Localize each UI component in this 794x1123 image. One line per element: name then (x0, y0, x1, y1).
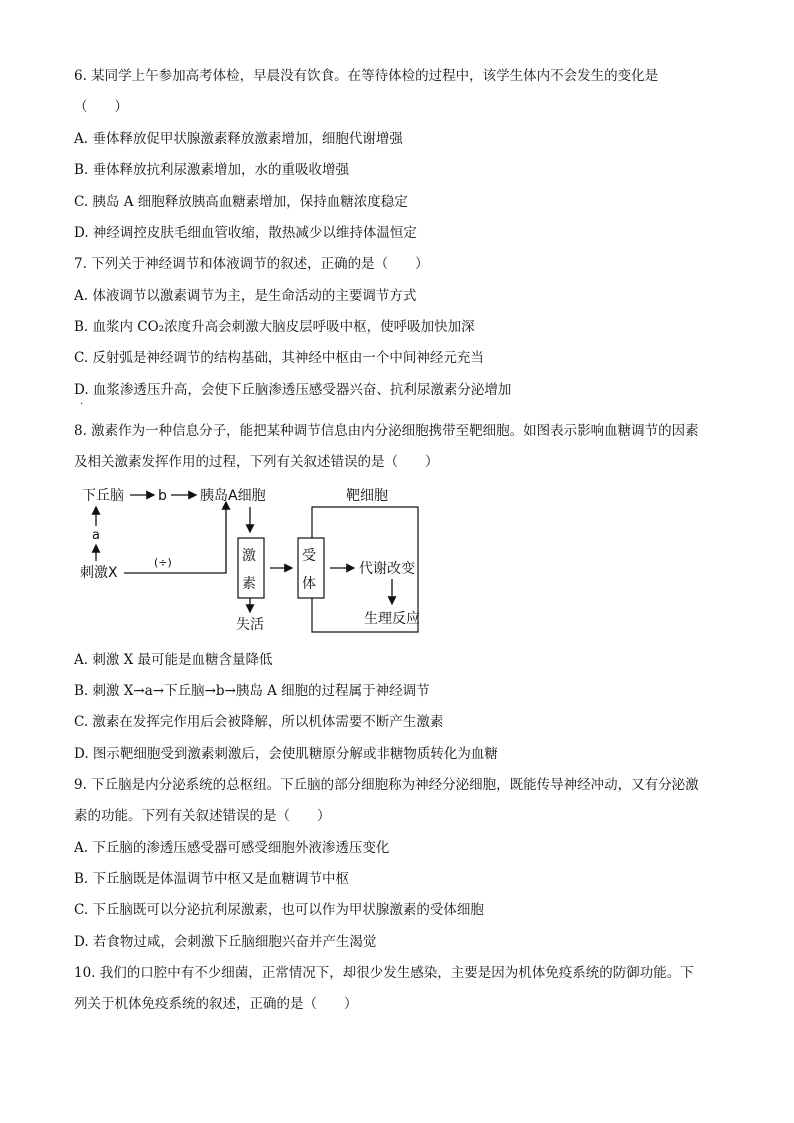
physiological-response-label: 生理反应 (364, 611, 420, 627)
q9-option-a: A. 下丘脑的渗透压感受器可感受细胞外液渗透压变化 (74, 840, 390, 856)
metabolism-change-label: 代谢改变 (359, 561, 415, 577)
q8-option-d: D. 图示靶细胞受到激素刺激后，会使肌糖原分解或非糖物质转化为血糖 (74, 746, 498, 762)
q7-option-c: C. 反射弧是神经调节的结构基础，其神经中枢由一个中间神经元充当 (74, 350, 484, 366)
path-stimulus-to-islet (124, 502, 226, 573)
hormone-regulation-diagram (74, 480, 434, 640)
q6-paren: （ ） (74, 99, 128, 115)
q6-option-d: D. 神经调控皮肤毛细血管收缩，散热减少以维持体温恒定 (74, 225, 417, 241)
q6-option-a: A. 垂体释放促甲状腺激素释放激素增加，细胞代谢增强 (74, 131, 403, 147)
a-label: a (92, 528, 100, 543)
stray-mark: . (80, 396, 84, 407)
q6-option-b: B. 垂体释放抗利尿激素增加，水的重吸收增强 (74, 162, 350, 178)
hypothalamus-label: 下丘脑 (82, 488, 124, 504)
q7-option-d: D. 血浆渗透压升高，会使下丘脑渗透压感受器兴奋、抗利尿激素分泌增加 (74, 382, 512, 398)
stimulus-x-label: 刺激X (80, 565, 118, 581)
q9-stem-line1: 9. 下丘脑是内分泌系统的总枢纽。下丘脑的部分细胞称为神经分泌细胞，既能传导神经冲动，又有分泌激 (74, 777, 699, 793)
hormone-char-1: 激 (242, 548, 256, 564)
receptor-char-2: 体 (302, 576, 316, 592)
q8-option-b: B. 刺激 X→a→下丘脑→b→胰岛 A 细胞的过程属于神经调节 (74, 683, 430, 699)
q9-stem-line2: 素的功能。下列有关叙述错误的是（ ） (74, 808, 331, 824)
q9-option-c: C. 下丘脑既可以分泌抗利尿激素，也可以作为甲状腺激素的受体细胞 (74, 902, 484, 918)
inactive-label: 失活 (236, 617, 264, 633)
q9-option-d: D. 若食物过咸，会刺激下丘脑细胞兴奋并产生渴觉 (74, 934, 377, 950)
q8-stem-line1: 8. 激素作为一种信息分子，能把某种调节信息由内分泌细胞携带至靶细胞。如图表示影响血糖调节的因素 (74, 423, 699, 439)
q8-stem-line2: 及相关激素发挥作用的过程，下列有关叙述错误的是（ ） (74, 454, 439, 470)
q10-stem-line1: 10. 我们的口腔中有不少细菌，正常情况下，却很少发生感染，主要是因为机体免疫系统的防御功能。下 (74, 965, 694, 981)
q7-option-a: A. 体液调节以激素调节为主，是生命活动的主要调节方式 (74, 288, 417, 304)
q7-option-b: B. 血浆内 CO₂浓度升高会刺激大脑皮层呼吸中枢，使呼吸加快加深 (74, 319, 475, 335)
minus-sign-label: (÷) (154, 556, 172, 569)
q6-stem: 6. 某同学上午参加高考体检，早晨没有饮食。在等待体检的过程中，该学生体内不会发生的变化是 (74, 68, 659, 84)
q7-stem: 7. 下列关于神经调节和体液调节的叙述，正确的是（ ） (74, 256, 429, 272)
q10-stem-line2: 列关于机体免疫系统的叙述，正确的是（ ） (74, 996, 358, 1012)
q8-option-a: A. 刺激 X 最可能是血糖含量降低 (74, 652, 273, 668)
q8-option-c: C. 激素在发挥完作用后会被降解，所以机体需要不断产生激素 (74, 714, 444, 730)
islet-a-cell-label: 胰岛A细胞 (200, 488, 266, 504)
target-cell-label: 靶细胞 (346, 488, 388, 504)
b-label: b (158, 488, 167, 504)
q9-option-b: B. 下丘脑既是体温调节中枢又是血糖调节中枢 (74, 871, 350, 887)
q6-option-c: C. 胰岛 A 细胞释放胰高血糖素增加，保持血糖浓度稳定 (74, 194, 408, 210)
receptor-char-1: 受 (302, 548, 316, 564)
hormone-char-2: 素 (242, 576, 256, 592)
